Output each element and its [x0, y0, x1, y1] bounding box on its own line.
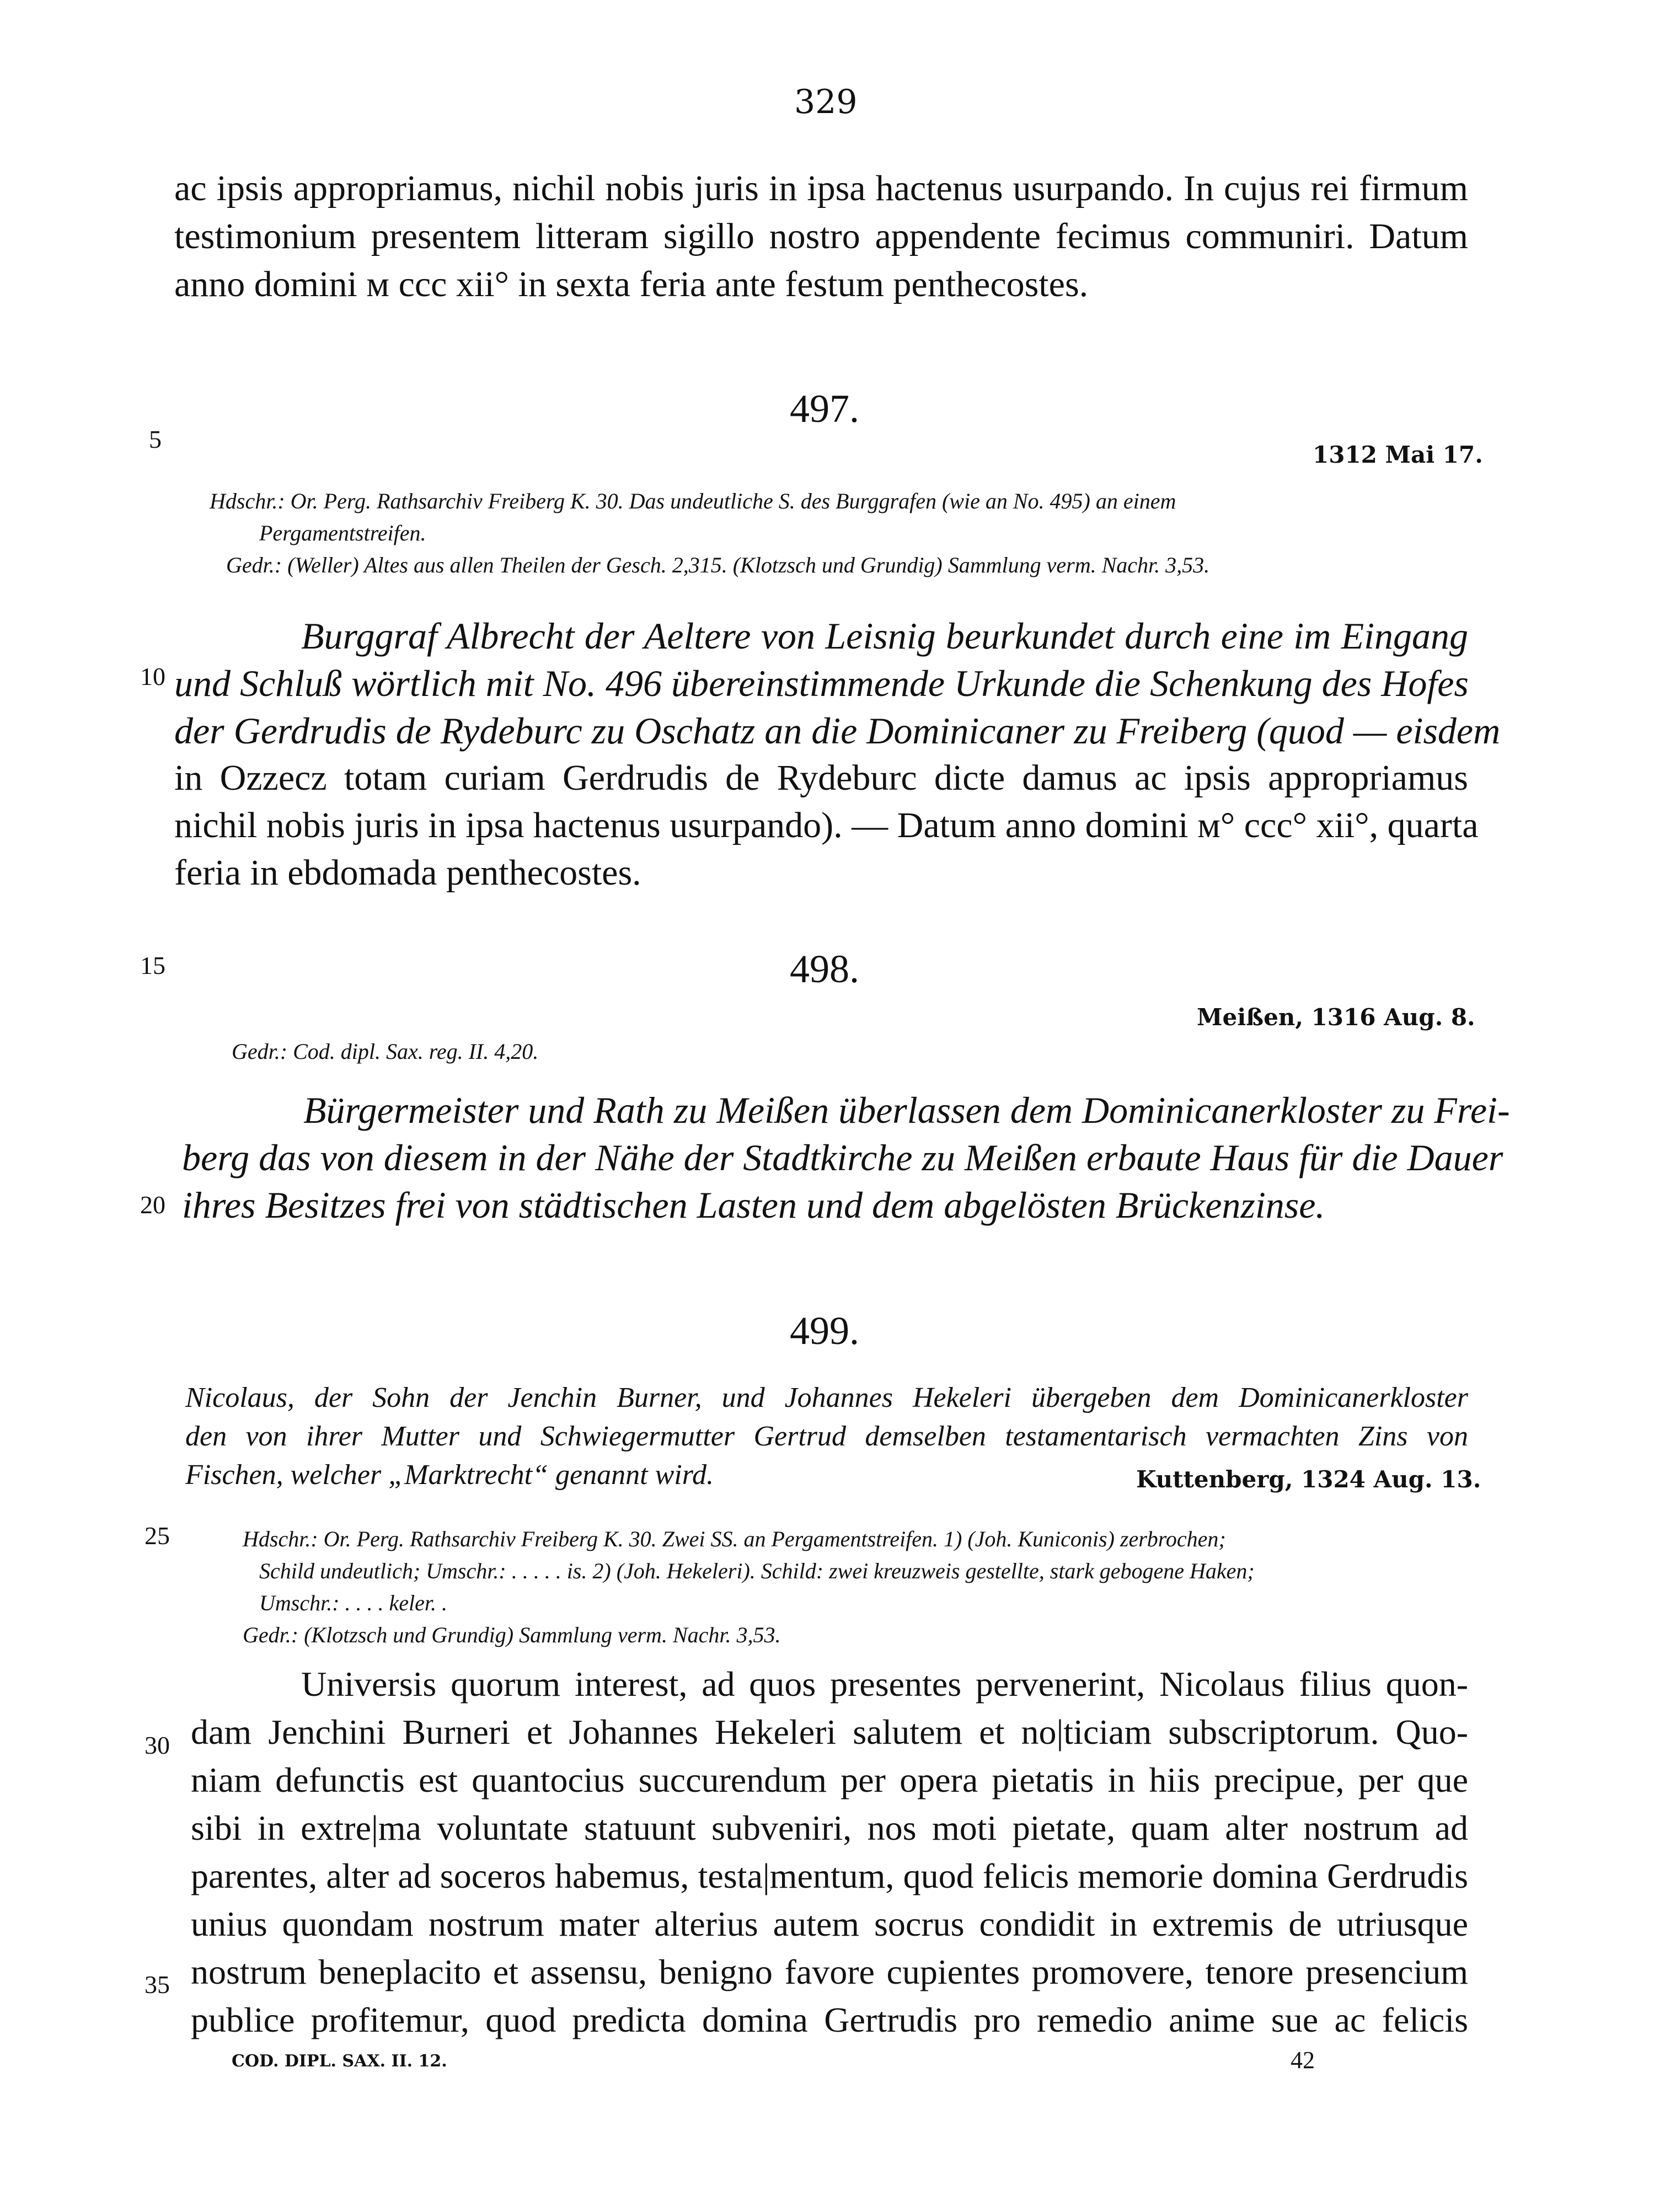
- regest-line: Bürgermeister und Rath zu Meißen überlassen dem Dominicanerkloster zu Frei-: [303, 1089, 1510, 1131]
- note-line: Schild undeutlich; Umschr.: . . . . . is. 2) (Joh. Hekeleri). Schild: zwei kreuzweis gestellte, stark gebogene Haken;: [259, 1558, 1255, 1583]
- document-date: 1312 Mai 17.: [1313, 441, 1483, 468]
- intro-text: [174, 164, 1468, 308]
- note-line: Gedr.: (Klotzsch und Grundig) Sammlung verm. Nachr. 3,53.: [243, 1622, 781, 1647]
- source-notes: [210, 485, 1209, 581]
- text-line: dam Jenchini Burneri et Johannes Hekeleri salutem et no|ticiam subscriptorum. Quo-: [191, 1712, 1468, 1752]
- regest-line: den von ihrer Mutter und Schwiegermutter Gertrud demselben testamentarisch vermachten Zins von: [185, 1421, 1468, 1452]
- text-line: parentes, alter ad soceros habemus, testa|mentum, quod felicis memorie domina Gerdrudis: [191, 1856, 1468, 1895]
- text-line: feria in ebdomada penthecostes.: [174, 853, 641, 893]
- document-date: Kuttenberg, 1324 Aug. 13.: [1136, 1466, 1481, 1493]
- line-number: 5: [149, 425, 162, 453]
- page-number: 329: [794, 83, 858, 121]
- line-number: 30: [144, 1731, 170, 1759]
- line-number: 15: [140, 951, 165, 979]
- text-line: testimonium presentem litteram sigillo nostro appendente fecimus communiri. Datum: [174, 216, 1468, 256]
- line-number: 25: [144, 1522, 170, 1550]
- regest-line: und Schluß wörtlich mit No. 496 übereinstimmende Urkunde die Schenkung des Hofes: [174, 662, 1469, 704]
- line-number: 10: [140, 662, 165, 690]
- note-line: Umschr.: . . . . keler. .: [259, 1590, 448, 1615]
- regest-line: Nicolaus, der Sohn der Jenchin Burner, und Johannes Hekeleri übergeben dem Dominicanerkloster: [185, 1382, 1468, 1413]
- note-line: Hdschr.: Or. Perg. Rathsarchiv Freiberg K. 30. Zwei SS. an Pergamentstreifen. 1) (Joh. Kuniconis) zerbrochen;: [243, 1527, 1226, 1551]
- line-number: 35: [144, 1970, 170, 1999]
- source-notes: [243, 1523, 1255, 1651]
- regest-line: Fischen, welcher „Marktrecht“ genannt wird.: [185, 1459, 714, 1491]
- source-notes: [232, 1036, 538, 1068]
- note-line: Gedr.: Cod. dipl. Sax. reg. II. 4,20.: [232, 1039, 539, 1064]
- text-line: ac ipsis appropriamus, nichil nobis juris in ipsa hactenus usurpando. In cujus rei firmum: [174, 168, 1468, 208]
- regest-497: [174, 612, 1501, 897]
- regest-498: [182, 1086, 1510, 1229]
- note-line: Gedr.: (Weller) Altes aus allen Theilen der Gesch. 2,315. (Klotzsch und Grundig) Sammlung verm. Nachr. 3,53.: [226, 553, 1210, 577]
- text-line: in Ozzecz totam curiam Gerdrudis de Rydeburc dicte damus ac ipsis appropriamus: [174, 758, 1468, 798]
- regest-line: Burggraf Albrecht der Aeltere von Leisnig beurkundet durch eine im Eingang: [301, 615, 1468, 657]
- document-number: 499.: [790, 1309, 859, 1353]
- charter-text: [191, 1660, 1468, 2044]
- text-line: niam defunctis est quantocius succurendum per opera pietatis in hiis precipue, per que: [191, 1760, 1468, 1799]
- document-date: Meißen, 1316 Aug. 8.: [1197, 1004, 1475, 1031]
- text-line: Universis quorum interest, ad quos presentes pervenerint, Nicolaus filius quon-: [301, 1664, 1468, 1704]
- regest-line: ihres Besitzes frei von städtischen Lasten und dem abgelösten Brückenzinse.: [182, 1184, 1325, 1226]
- signature-mark: COD. DIPL. SAX. II. 12.: [232, 2052, 447, 2071]
- regest-line: berg das von diesem in der Nähe der Stadtkirche zu Meißen erbaute Haus für die Dauer: [182, 1137, 1503, 1179]
- text-line: sibi in extre|ma voluntate statuunt subveniri, nos moti pietate, quam alter nostrum ad: [191, 1808, 1468, 1847]
- line-number: 20: [140, 1191, 165, 1219]
- document-number: 498.: [790, 947, 859, 991]
- note-line: Hdschr.: Or. Perg. Rathsarchiv Freiberg K. 30. Das undeutliche S. des Burggrafen (wie an No. 495) an einem: [210, 489, 1176, 513]
- text-line: publice profitemur, quod predicta domina Gertrudis pro remedio anime sue ac felicis: [191, 2000, 1468, 2039]
- text-line: nichil nobis juris in ipsa hactenus usurpando). — Datum anno domini м° ccc° xii°, quarta: [174, 805, 1479, 845]
- regest-line: der Gerdrudis de Rydeburc zu Oschatz an die Dominicaner zu Freiberg (quod — eisdem: [174, 710, 1501, 752]
- text-line: unius quondam nostrum mater alterius autem socrus condidit in extremis de utriusque: [191, 1904, 1468, 1943]
- note-line: Pergamentstreifen.: [259, 521, 426, 545]
- sheet-number: 42: [1291, 2047, 1315, 2074]
- text-line: nostrum beneplacito et assensu, benigno favore cupientes promovere, tenore presencium: [191, 1952, 1468, 1991]
- document-number: 497.: [790, 387, 859, 431]
- text-line: anno domini м ccc xii° in sexta feria ante festum penthecostes.: [174, 264, 1089, 304]
